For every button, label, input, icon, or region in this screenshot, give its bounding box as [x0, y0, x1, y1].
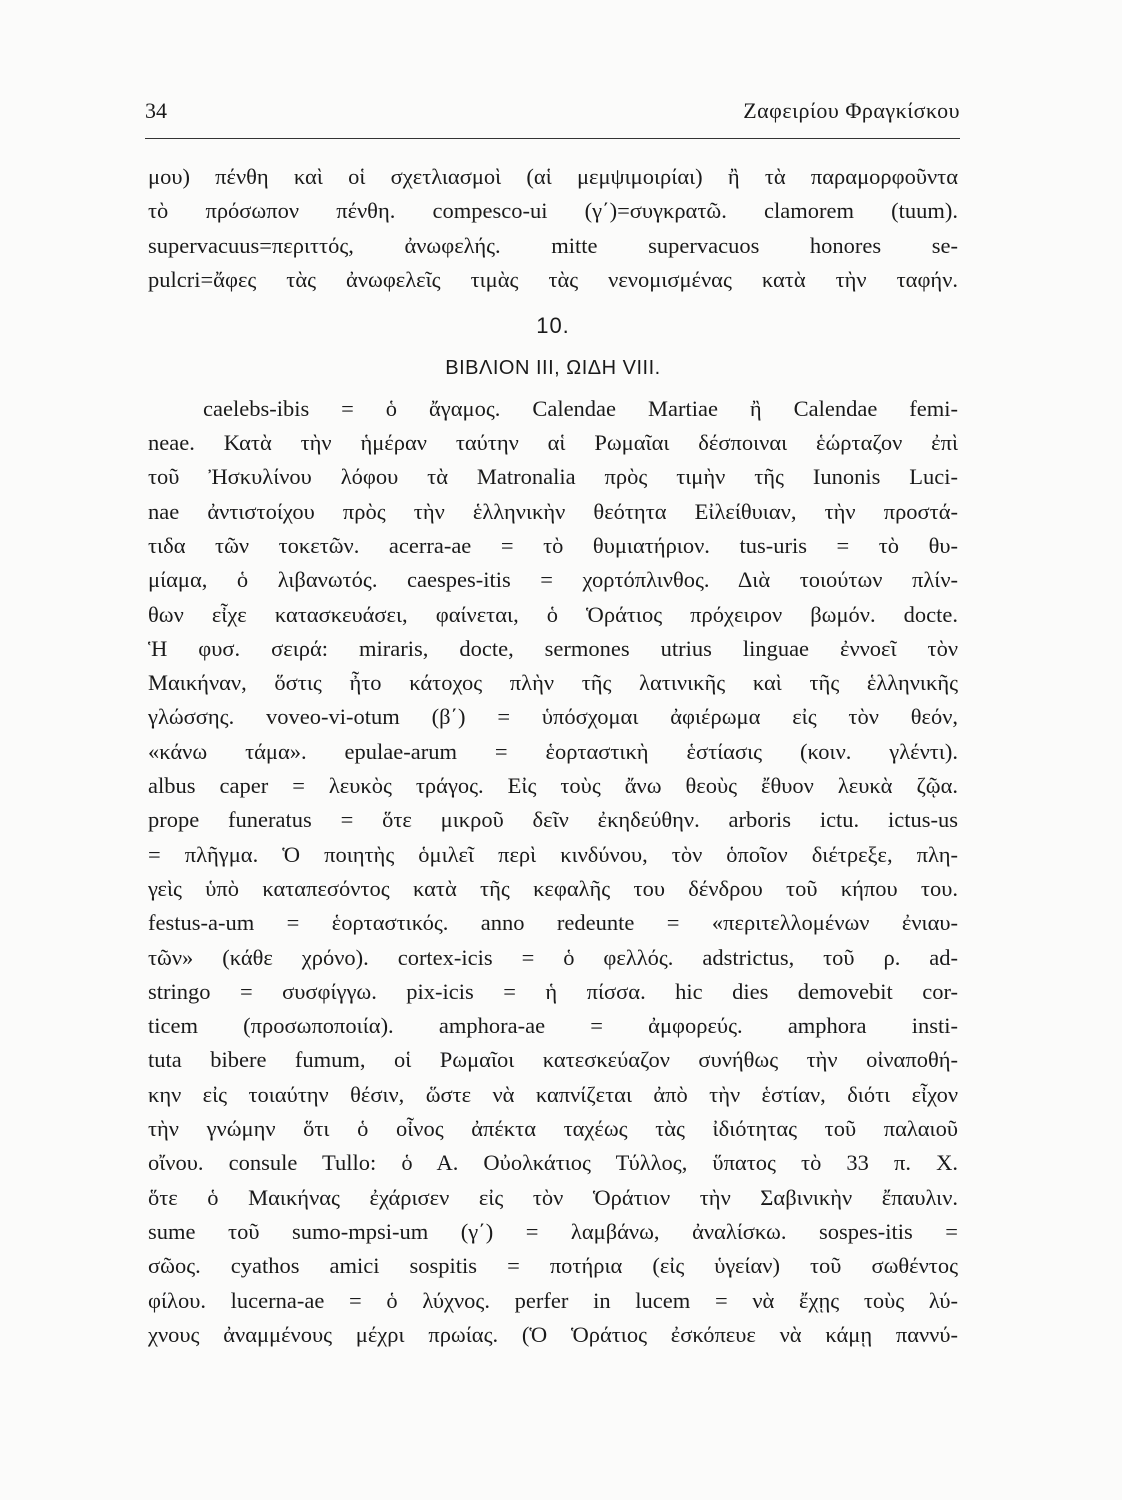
text-line: Μαικήναν, ὅστις ἦτο κάτοχος πλὴν τῆς λατινικῆς καὶ τῆς ἑλληνικῆς [148, 670, 958, 696]
text-line: tuta bibere fumum, οἱ Ρωμαῖοι κατεσκεύαζον συνήθως τὴν οἰναποθή- [148, 1047, 958, 1073]
page-number: 34 [145, 98, 167, 123]
text-line: pulcri=ἄφες τὰς ἀνωφελεῖς τιμὰς τὰς νενομισμένας κατὰ τὴν ταφήν. [148, 266, 958, 292]
running-head [145, 98, 960, 139]
text-line: μίαμα, ὁ λιβανωτός. caespes-itis = χορτόπλινθος. Διὰ τοιούτων πλίν- [148, 567, 958, 593]
text-line: caelebs-ibis = ὁ ἄγαμος. Calendae Martiae ἢ Calendae femi- [203, 395, 958, 421]
text-line: οἴνου. consule Tullo: ὁ Α. Οὐολκάτιος Τύλλος, ὕπατος τὸ 33 π. Χ. [148, 1150, 958, 1176]
text-line: Ἡ φυσ. σειρά: miraris, docte, sermones utrius linguae ἐννοεῖ τὸν [148, 635, 958, 661]
text-line: τῶν» (κάθε χρόνο). cortex-icis = ὁ φελλός. adstrictus, τοῦ ρ. ad- [148, 944, 958, 970]
section-title: ΒΙΒΛΙΟΝ III, ΩΙΔΗ VIII. [445, 357, 661, 380]
text-line: sume τοῦ sumo-mpsi-um (γ΄) = λαμβάνω, ἀναλίσκω. sospes-itis = [148, 1218, 958, 1244]
text-line: τὸ πρόσωπον πένθη. compesco-ui (γ΄)=συγκρατῶ. clamorem (tuum). [148, 198, 958, 224]
text-line: τὴν γνώμην ὅτι ὁ οἶνος ἀπέκτα ταχέως τὰς ἰδιότητας τοῦ παλαιοῦ [148, 1116, 958, 1142]
text-line: τιδα τῶν τοκετῶν. acerra-ae = τὸ θυμιατήριον. tus-uris = τὸ θυ- [148, 532, 958, 558]
body-text [148, 160, 958, 1352]
text-line: nae ἀντιστοίχου πρὸς τὴν ἑλληνικὴν θεότητα Εἰλείθυιαν, τὴν προστά- [148, 498, 958, 524]
text-line: τοῦ Ἠσκυλίνου λόφου τὰ Matronalia πρὸς τιμὴν τῆς Iunonis Luci- [148, 464, 958, 490]
text-line: supervacuus=περιττός, ἀνωφελής. mitte supervacuos honores se- [148, 232, 958, 258]
text-line: albus caper = λευκὸς τράγος. Εἰς τοὺς ἄνω θεοὺς ἔθυον λευκὰ ζῷα. [148, 773, 958, 799]
text-line: festus-a-um = ἑορταστικός. anno redeunte = «περιτελλομένων ἐνιαυ- [148, 910, 958, 936]
text-line: stringo = συσφίγγω. pix-icis = ἡ πίσσα. hic dies demovebit cor- [148, 978, 958, 1004]
text-line: γλώσσης. voveo-vi-otum (β΄) = ὑπόσχομαι ἀφιέρωμα εἰς τὸν θεόν, [148, 704, 958, 730]
text-line: κην εἰς τοιαύτην θέσιν, ὥστε νὰ καπνίζεται ἀπὸ τὴν ἑστίαν, διότι εἶχον [148, 1081, 958, 1107]
text-line: «κάνω τάμα». epulae-arum = ἑορταστικὴ ἑστίασις (κοιν. γλέντι). [148, 738, 958, 764]
text-line: ticem (προσωποποιία). amphora-ae = ἀμφορεύς. amphora insti- [148, 1013, 958, 1039]
text-line: neae. Κατὰ τὴν ἡμέραν ταύτην αἱ Ρωμαῖαι δέσποιναι ἑώρταζον ἐπὶ [148, 430, 958, 456]
text-line: = πλῆγμα. Ὁ ποιητὴς ὁμιλεῖ περὶ κινδύνου, τὸν ὁποῖον διέτρεξε, πλη- [148, 841, 958, 867]
text-line: θων εἶχε κατασκευάσει, φαίνεται, ὁ Ὁράτιος πρόχειρον βωμόν. docte. [148, 601, 958, 627]
text-line: ὅτε ὁ Μαικήνας ἐχάρισεν εἰς τὸν Ὁράτιον τὴν Σαβινικὴν ἔπαυλιν. [148, 1184, 958, 1210]
text-line: prope funeratus = ὅτε μικροῦ δεῖν ἐκηδεύθην. arboris ictu. ictus-us [148, 807, 958, 833]
text-line: σῶος. cyathos amici sospitis = ποτήρια (εἰς ὑγείαν) τοῦ σωθέντος [148, 1253, 958, 1279]
text-line: φίλου. lucerna-ae = ὁ λύχνος. perfer in lucem = νὰ ἔχῃς τοὺς λύ- [148, 1287, 958, 1313]
text-line: μου) πένθη καὶ οἱ σχετλιασμοὶ (αἱ μεμψιμοιρίαι) ἢ τὰ παραμορφοῦντα [148, 164, 958, 189]
text-line: γεὶς ὑπὸ καταπεσόντος κατὰ τῆς κεφαλῆς του δένδρου τοῦ κήπου του. [148, 875, 958, 901]
section-number: 10. [536, 313, 570, 339]
text-line: χνους ἀναμμένους μέχρι πρωίας. (Ὁ Ὁράτιος ἐσκόπευε νὰ κάμῃ παννύ- [148, 1321, 958, 1347]
running-title: Ζαφειρίου Φραγκίσκου [743, 98, 960, 123]
